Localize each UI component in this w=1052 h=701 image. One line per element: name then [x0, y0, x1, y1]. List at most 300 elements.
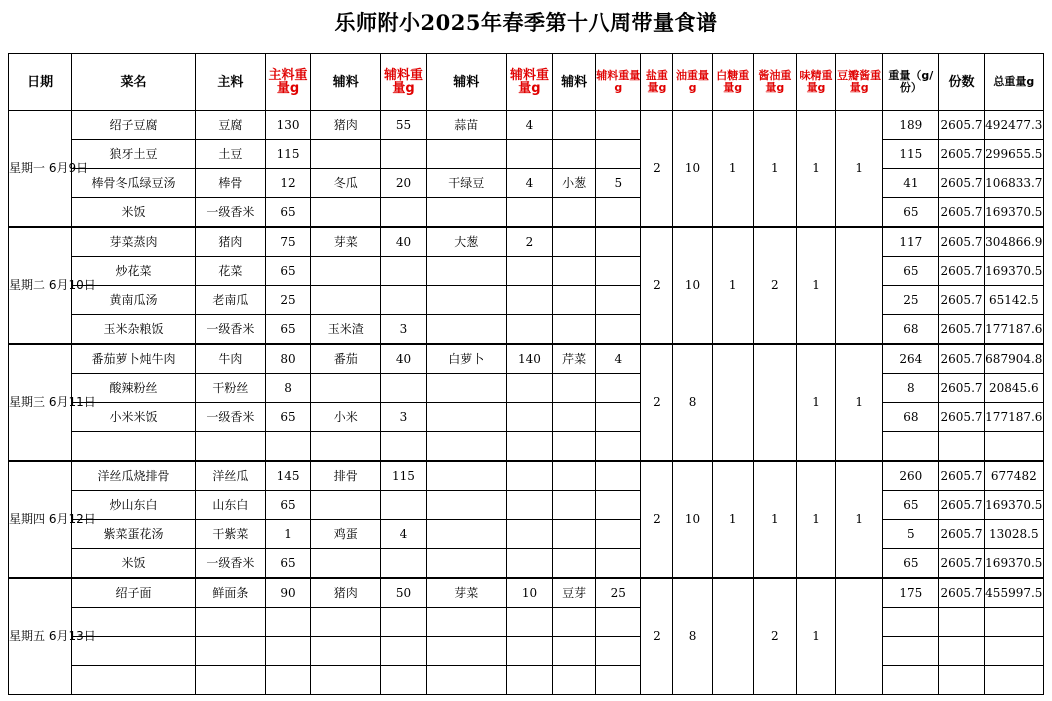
- main-weight: 65: [265, 403, 310, 432]
- total-weight: 687904.8: [984, 344, 1043, 374]
- header-row: [9, 54, 1044, 111]
- header-aux3: 辅料: [553, 54, 596, 111]
- dish-name: 米饭: [72, 549, 195, 579]
- main-ingredient: 一级香米: [195, 315, 265, 345]
- aux1-ingredient: 玉米渣: [311, 315, 381, 345]
- weight-per-portion: 25: [883, 286, 939, 315]
- soy-weight: 1: [753, 461, 796, 578]
- aux3-ingredient: [553, 549, 596, 579]
- aux2-weight: [506, 315, 552, 345]
- aux1-ingredient: 芽菜: [311, 227, 381, 257]
- aux1-ingredient: 排骨: [311, 461, 381, 491]
- main-ingredient: [195, 608, 265, 637]
- total-weight: 20845.6: [984, 374, 1043, 403]
- weight-per-portion: 260: [883, 461, 939, 491]
- salt-weight: 2: [641, 578, 673, 695]
- main-weight: 12: [265, 169, 310, 198]
- total-weight: 177187.6: [984, 403, 1043, 432]
- total-weight: [984, 608, 1043, 637]
- portions: 2605.7: [939, 169, 984, 198]
- portions: 2605.7: [939, 374, 984, 403]
- oil-weight: 8: [673, 344, 712, 461]
- dish-name: 番茄萝卜炖牛肉: [72, 344, 195, 374]
- aux1-ingredient: [311, 198, 381, 228]
- aux3-ingredient: [553, 403, 596, 432]
- main-ingredient: 花菜: [195, 257, 265, 286]
- aux2-weight: [506, 608, 552, 637]
- aux1-weight: [381, 198, 426, 228]
- main-weight: 75: [265, 227, 310, 257]
- main-weight: 145: [265, 461, 310, 491]
- aux1-ingredient: [311, 666, 381, 695]
- aux1-weight: 50: [381, 578, 426, 608]
- header-oil-weight: 油重量g: [673, 54, 712, 111]
- msg-weight: 1: [796, 344, 835, 461]
- total-weight: 455997.5: [984, 578, 1043, 608]
- main-ingredient: [195, 637, 265, 666]
- aux2-ingredient: [426, 491, 506, 520]
- aux1-ingredient: 猪肉: [311, 111, 381, 140]
- aux2-weight: [506, 549, 552, 579]
- dish-name: 黄南瓜汤: [72, 286, 195, 315]
- aux1-weight: [381, 608, 426, 637]
- table-row: [9, 286, 1044, 315]
- aux3-weight: [596, 403, 641, 432]
- aux2-weight: [506, 286, 552, 315]
- main-ingredient: 一级香米: [195, 549, 265, 579]
- portions: [939, 666, 984, 695]
- main-weight: 65: [265, 549, 310, 579]
- portions: 2605.7: [939, 315, 984, 345]
- total-weight: 177187.6: [984, 315, 1043, 345]
- portions: [939, 432, 984, 462]
- header-msg-weight: 味精重量g: [796, 54, 835, 111]
- aux3-weight: [596, 374, 641, 403]
- table-row: [9, 227, 1044, 257]
- aux1-weight: [381, 637, 426, 666]
- header-main: 主料: [195, 54, 265, 111]
- aux2-ingredient: [426, 432, 506, 462]
- table-row: [9, 315, 1044, 345]
- weight-per-portion: 115: [883, 140, 939, 169]
- main-weight: 115: [265, 140, 310, 169]
- portions: 2605.7: [939, 140, 984, 169]
- main-weight: 1: [265, 520, 310, 549]
- sugar-weight: 1: [712, 461, 753, 578]
- aux3-ingredient: [553, 315, 596, 345]
- aux1-ingredient: [311, 637, 381, 666]
- aux1-weight: 55: [381, 111, 426, 140]
- total-weight: 304866.9: [984, 227, 1043, 257]
- page-title: 乐师附小2025年春季第十八周带量食谱: [334, 10, 718, 35]
- bean-weight: 1: [836, 344, 883, 461]
- table-row: [9, 140, 1044, 169]
- aux2-ingredient: [426, 140, 506, 169]
- aux3-ingredient: [553, 608, 596, 637]
- aux3-ingredient: [553, 140, 596, 169]
- dish-name: 炒山东白: [72, 491, 195, 520]
- aux3-weight: [596, 520, 641, 549]
- main-weight: [265, 608, 310, 637]
- aux2-ingredient: 芽菜: [426, 578, 506, 608]
- header-aux3-weight: 辅料重量g: [596, 54, 641, 111]
- header-portions: 份数: [939, 54, 984, 111]
- portions: 2605.7: [939, 227, 984, 257]
- aux3-weight: [596, 637, 641, 666]
- aux3-ingredient: [553, 491, 596, 520]
- main-ingredient: 山东白: [195, 491, 265, 520]
- weight-per-portion: 264: [883, 344, 939, 374]
- soy-weight: 2: [753, 227, 796, 344]
- weight-per-portion: 8: [883, 374, 939, 403]
- aux1-weight: 4: [381, 520, 426, 549]
- aux1-ingredient: 冬瓜: [311, 169, 381, 198]
- main-ingredient: 一级香米: [195, 403, 265, 432]
- main-weight: 65: [265, 257, 310, 286]
- aux1-ingredient: [311, 608, 381, 637]
- portions: 2605.7: [939, 520, 984, 549]
- header-aux2: 辅料: [426, 54, 506, 111]
- aux2-weight: 2: [506, 227, 552, 257]
- day-label: 星期一 6月9日: [9, 111, 72, 228]
- weight-per-portion: 65: [883, 549, 939, 579]
- aux3-ingredient: [553, 461, 596, 491]
- total-weight: 169370.5: [984, 198, 1043, 228]
- aux3-ingredient: [553, 111, 596, 140]
- weight-per-portion: [883, 432, 939, 462]
- msg-weight: 1: [796, 111, 835, 228]
- weight-per-portion: 68: [883, 315, 939, 345]
- portions: 2605.7: [939, 491, 984, 520]
- aux2-ingredient: 干绿豆: [426, 169, 506, 198]
- portions: 2605.7: [939, 257, 984, 286]
- main-weight: 65: [265, 315, 310, 345]
- salt-weight: 2: [641, 461, 673, 578]
- aux1-ingredient: [311, 257, 381, 286]
- main-ingredient: 干粉丝: [195, 374, 265, 403]
- main-ingredient: [195, 666, 265, 695]
- aux1-weight: [381, 666, 426, 695]
- aux1-weight: [381, 374, 426, 403]
- aux3-weight: [596, 666, 641, 695]
- weight-per-portion: 65: [883, 198, 939, 228]
- aux2-weight: [506, 140, 552, 169]
- aux2-ingredient: [426, 549, 506, 579]
- header-main-weight: 主料重量g: [265, 54, 310, 111]
- aux3-ingredient: [553, 198, 596, 228]
- header-aux1: 辅料: [311, 54, 381, 111]
- total-weight: [984, 637, 1043, 666]
- day-label: 星期五 6月13日: [9, 578, 72, 695]
- salt-weight: 2: [641, 111, 673, 228]
- aux3-weight: 25: [596, 578, 641, 608]
- main-ingredient: 土豆: [195, 140, 265, 169]
- aux1-weight: 3: [381, 403, 426, 432]
- main-ingredient: 猪肉: [195, 227, 265, 257]
- total-weight: [984, 432, 1043, 462]
- main-ingredient: 洋丝瓜: [195, 461, 265, 491]
- aux1-weight: [381, 491, 426, 520]
- main-weight: [265, 637, 310, 666]
- weight-per-portion: 65: [883, 491, 939, 520]
- table-row: [9, 608, 1044, 637]
- portions: [939, 637, 984, 666]
- aux2-weight: [506, 374, 552, 403]
- aux1-ingredient: [311, 491, 381, 520]
- main-weight: 130: [265, 111, 310, 140]
- aux2-ingredient: [426, 315, 506, 345]
- total-weight: 169370.5: [984, 257, 1043, 286]
- oil-weight: 10: [673, 227, 712, 344]
- portions: 2605.7: [939, 549, 984, 579]
- weight-per-portion: [883, 666, 939, 695]
- aux3-ingredient: [553, 227, 596, 257]
- dish-name: 酸辣粉丝: [72, 374, 195, 403]
- weight-per-portion: 5: [883, 520, 939, 549]
- aux2-ingredient: 大葱: [426, 227, 506, 257]
- soy-weight: [753, 344, 796, 461]
- aux3-weight: [596, 286, 641, 315]
- weight-per-portion: 65: [883, 257, 939, 286]
- header-date: 日期: [9, 54, 72, 111]
- portions: 2605.7: [939, 461, 984, 491]
- total-weight: [984, 666, 1043, 695]
- aux2-weight: 4: [506, 169, 552, 198]
- total-weight: 65142.5: [984, 286, 1043, 315]
- oil-weight: 10: [673, 461, 712, 578]
- aux1-weight: [381, 549, 426, 579]
- aux2-weight: [506, 637, 552, 666]
- aux2-ingredient: [426, 520, 506, 549]
- aux1-weight: 3: [381, 315, 426, 345]
- main-weight: 65: [265, 198, 310, 228]
- aux1-weight: [381, 432, 426, 462]
- aux2-ingredient: [426, 461, 506, 491]
- aux1-ingredient: [311, 286, 381, 315]
- oil-weight: 8: [673, 578, 712, 695]
- aux3-ingredient: [553, 374, 596, 403]
- aux2-ingredient: [426, 608, 506, 637]
- header-dish: 菜名: [72, 54, 195, 111]
- dish-name: 紫菜蛋花汤: [72, 520, 195, 549]
- aux3-ingredient: [553, 257, 596, 286]
- header-total: 总重量g: [984, 54, 1043, 111]
- dish-name: 狼牙土豆: [72, 140, 195, 169]
- table-row: [9, 520, 1044, 549]
- header-weight: 重量（g/份）: [883, 54, 939, 111]
- aux2-ingredient: 蒜苗: [426, 111, 506, 140]
- aux3-weight: [596, 461, 641, 491]
- aux3-ingredient: [553, 520, 596, 549]
- dish-name: 绍子面: [72, 578, 195, 608]
- table-row: [9, 491, 1044, 520]
- main-ingredient: 一级香米: [195, 198, 265, 228]
- msg-weight: 1: [796, 578, 835, 695]
- portions: 2605.7: [939, 198, 984, 228]
- table-row: [9, 169, 1044, 198]
- aux3-weight: [596, 111, 641, 140]
- aux1-ingredient: [311, 374, 381, 403]
- total-weight: 106833.7: [984, 169, 1043, 198]
- aux1-weight: [381, 140, 426, 169]
- aux2-weight: 140: [506, 344, 552, 374]
- dish-name: 炒花菜: [72, 257, 195, 286]
- aux3-weight: [596, 140, 641, 169]
- aux1-ingredient: [311, 549, 381, 579]
- table-row: [9, 637, 1044, 666]
- table-row: [9, 374, 1044, 403]
- weight-per-portion: 117: [883, 227, 939, 257]
- menu-table: [8, 53, 1044, 695]
- aux3-weight: 4: [596, 344, 641, 374]
- dish-name: 芽菜蒸肉: [72, 227, 195, 257]
- total-weight: 13028.5: [984, 520, 1043, 549]
- main-weight: 65: [265, 491, 310, 520]
- main-ingredient: 干紫菜: [195, 520, 265, 549]
- table-row: [9, 549, 1044, 579]
- msg-weight: 1: [796, 227, 835, 344]
- weight-per-portion: 175: [883, 578, 939, 608]
- bean-weight: [836, 227, 883, 344]
- aux3-ingredient: 豆芽: [553, 578, 596, 608]
- main-ingredient: 老南瓜: [195, 286, 265, 315]
- dish-name: 绍子豆腐: [72, 111, 195, 140]
- table-row: [9, 111, 1044, 140]
- dish-name: [72, 666, 195, 695]
- aux1-weight: 115: [381, 461, 426, 491]
- bean-weight: [836, 578, 883, 695]
- salt-weight: 2: [641, 227, 673, 344]
- header-salt-weight: 盐重量g: [641, 54, 673, 111]
- aux2-weight: [506, 198, 552, 228]
- table-row: [9, 461, 1044, 491]
- aux2-ingredient: [426, 374, 506, 403]
- table-row: [9, 666, 1044, 695]
- bean-weight: 1: [836, 111, 883, 228]
- aux3-ingredient: 小葱: [553, 169, 596, 198]
- aux3-ingredient: [553, 637, 596, 666]
- header-soy-weight: 酱油重量g: [753, 54, 796, 111]
- table-row: [9, 403, 1044, 432]
- aux1-ingredient: 小米: [311, 403, 381, 432]
- aux1-ingredient: 番茄: [311, 344, 381, 374]
- aux1-weight: 40: [381, 344, 426, 374]
- aux3-weight: [596, 198, 641, 228]
- main-weight: [265, 666, 310, 695]
- aux1-weight: [381, 257, 426, 286]
- main-weight: [265, 432, 310, 462]
- aux2-weight: [506, 461, 552, 491]
- main-ingredient: 豆腐: [195, 111, 265, 140]
- aux2-weight: [506, 403, 552, 432]
- weight-per-portion: 189: [883, 111, 939, 140]
- portions: 2605.7: [939, 403, 984, 432]
- sugar-weight: [712, 578, 753, 695]
- aux3-weight: [596, 491, 641, 520]
- aux3-ingredient: 芹菜: [553, 344, 596, 374]
- aux2-weight: 10: [506, 578, 552, 608]
- dish-name: 米饭: [72, 198, 195, 228]
- sugar-weight: 1: [712, 227, 753, 344]
- aux2-ingredient: [426, 666, 506, 695]
- main-ingredient: [195, 432, 265, 462]
- aux1-ingredient: 鸡蛋: [311, 520, 381, 549]
- aux1-ingredient: 猪肉: [311, 578, 381, 608]
- aux2-weight: [506, 520, 552, 549]
- aux3-weight: [596, 432, 641, 462]
- weight-per-portion: [883, 608, 939, 637]
- header-sugar-weight: 白糖重量g: [712, 54, 753, 111]
- portions: [939, 608, 984, 637]
- portions: 2605.7: [939, 286, 984, 315]
- day-label: 星期三 6月11日: [9, 344, 72, 461]
- total-weight: 299655.5: [984, 140, 1043, 169]
- total-weight: 169370.5: [984, 491, 1043, 520]
- aux1-ingredient: [311, 432, 381, 462]
- main-ingredient: 棒骨: [195, 169, 265, 198]
- main-ingredient: 鲜面条: [195, 578, 265, 608]
- aux2-ingredient: [426, 637, 506, 666]
- aux3-weight: [596, 257, 641, 286]
- msg-weight: 1: [796, 461, 835, 578]
- weight-per-portion: 41: [883, 169, 939, 198]
- dish-name: 玉米杂粮饭: [72, 315, 195, 345]
- aux1-ingredient: [311, 140, 381, 169]
- portions: 2605.7: [939, 111, 984, 140]
- aux1-weight: [381, 286, 426, 315]
- table-row: [9, 432, 1044, 462]
- header-aux1-weight: 辅料重量g: [381, 54, 426, 111]
- bean-weight: 1: [836, 461, 883, 578]
- day-label: 星期四 6月12日: [9, 461, 72, 578]
- aux2-weight: [506, 666, 552, 695]
- header-aux2-weight: 辅料重量g: [506, 54, 552, 111]
- salt-weight: 2: [641, 344, 673, 461]
- main-ingredient: 牛肉: [195, 344, 265, 374]
- aux3-weight: 5: [596, 169, 641, 198]
- portions: 2605.7: [939, 578, 984, 608]
- aux2-weight: 4: [506, 111, 552, 140]
- dish-name: 棒骨冬瓜绿豆汤: [72, 169, 195, 198]
- dish-name: 洋丝瓜烧排骨: [72, 461, 195, 491]
- aux3-weight: [596, 315, 641, 345]
- main-weight: 90: [265, 578, 310, 608]
- weight-per-portion: 68: [883, 403, 939, 432]
- oil-weight: 10: [673, 111, 712, 228]
- aux3-weight: [596, 549, 641, 579]
- table-row: [9, 344, 1044, 374]
- aux3-weight: [596, 227, 641, 257]
- aux2-ingredient: [426, 198, 506, 228]
- weight-per-portion: [883, 637, 939, 666]
- aux3-weight: [596, 608, 641, 637]
- aux3-ingredient: [553, 666, 596, 695]
- table-row: [9, 578, 1044, 608]
- total-weight: 492477.3: [984, 111, 1043, 140]
- aux3-ingredient: [553, 286, 596, 315]
- main-weight: 25: [265, 286, 310, 315]
- header-bean-weight: 豆瓣酱重量g: [836, 54, 883, 111]
- total-weight: 677482: [984, 461, 1043, 491]
- aux1-weight: 40: [381, 227, 426, 257]
- aux2-ingredient: 白萝卜: [426, 344, 506, 374]
- aux2-ingredient: [426, 286, 506, 315]
- soy-weight: 1: [753, 111, 796, 228]
- menu-body: [9, 111, 1044, 695]
- table-row: [9, 257, 1044, 286]
- sugar-weight: [712, 344, 753, 461]
- dish-name: 小米米饭: [72, 403, 195, 432]
